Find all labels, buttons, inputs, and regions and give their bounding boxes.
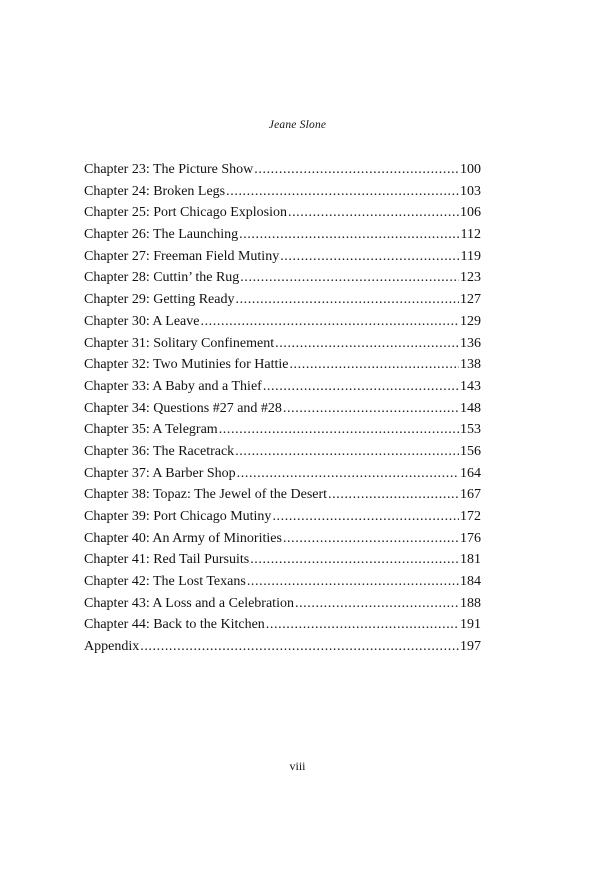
toc-dot-leader — [280, 246, 459, 268]
toc-entry — [84, 463, 481, 485]
toc-entry-page-number: 164 — [460, 465, 481, 481]
toc-entry-title: Chapter 35: A Telegram — [84, 422, 218, 438]
toc-entry-page-number: 176 — [460, 530, 481, 546]
toc-entry — [84, 311, 481, 333]
toc-entry — [84, 246, 481, 268]
toc-dot-leader — [295, 593, 459, 615]
toc-entry — [84, 376, 481, 398]
toc-dot-leader — [272, 506, 459, 528]
running-head-author: Jeane Slone — [268, 119, 327, 131]
toc-entry — [84, 398, 481, 420]
toc-entry-page-number: 172 — [460, 509, 481, 524]
toc-entry — [84, 224, 481, 246]
toc-entry — [84, 636, 481, 658]
toc-dot-leader — [226, 181, 459, 203]
toc-entry-title: Chapter 39: Port Chicago Mutiny — [84, 509, 272, 524]
toc-entry-title: Chapter 29: Getting Ready — [84, 292, 235, 308]
toc-entry-title: Chapter 37: A Barber Shop — [84, 465, 236, 481]
toc-entry-page-number: 184 — [460, 574, 481, 590]
toc-dot-leader — [250, 549, 459, 571]
toc-entry — [84, 267, 481, 289]
toc-dot-leader — [289, 354, 459, 376]
toc-entry-page-number: 119 — [460, 248, 481, 264]
toc-entry-page-number: 100 — [460, 162, 481, 177]
toc-dot-leader — [240, 267, 459, 289]
toc-entry — [84, 181, 481, 203]
toc-entry-page-number: 156 — [460, 443, 481, 459]
toc-entry-title: Chapter 44: Back to the Kitchen — [84, 617, 265, 633]
toc-entry-page-number: 123 — [460, 270, 481, 286]
toc-entry-page-number: 191 — [460, 617, 481, 633]
toc-entry — [84, 202, 481, 224]
toc-entry — [84, 484, 481, 506]
table-of-contents — [84, 159, 481, 658]
toc-dot-leader — [283, 528, 459, 550]
toc-entry-page-number: 188 — [460, 595, 481, 611]
toc-entry-page-number: 103 — [460, 183, 481, 199]
toc-dot-leader — [266, 614, 459, 636]
toc-dot-leader — [200, 311, 459, 333]
toc-entry-page-number: 153 — [460, 422, 481, 438]
toc-dot-leader — [219, 419, 459, 441]
toc-entry — [84, 333, 481, 355]
toc-entry — [84, 441, 481, 463]
toc-entry — [84, 159, 481, 181]
toc-entry-title: Chapter 26: The Launching — [84, 227, 239, 243]
toc-entry-title: Chapter 36: The Racetrack — [84, 443, 235, 459]
toc-entry-title: Chapter 24: Broken Legs — [84, 183, 226, 199]
toc-entry — [84, 593, 481, 615]
toc-dot-leader — [237, 463, 459, 485]
toc-entry-title: Chapter 23: The Picture Show — [84, 162, 254, 177]
toc-entry-title: Chapter 43: A Loss and a Celebration — [84, 595, 294, 611]
toc-entry-title: Chapter 38: Topaz: The Jewel of the Desert — [84, 487, 328, 503]
toc-dot-leader — [235, 441, 459, 463]
toc-entry — [84, 419, 481, 441]
toc-dot-leader — [328, 484, 459, 506]
toc-entry-page-number: 136 — [460, 335, 481, 351]
toc-entry-page-number: 106 — [460, 205, 481, 221]
toc-dot-leader — [239, 224, 459, 246]
toc-entry-title: Chapter 33: A Baby and a Thief — [84, 378, 262, 394]
toc-entry — [84, 506, 481, 528]
toc-dot-leader — [283, 398, 459, 420]
toc-entry — [84, 549, 481, 571]
toc-entry-title: Chapter 31: Solitary Confinement — [84, 335, 275, 351]
toc-entry — [84, 354, 481, 376]
toc-entry-title: Chapter 28: Cuttin’ the Rug — [84, 270, 240, 286]
toc-entry-title: Chapter 27: Freeman Field Mutiny — [84, 248, 280, 264]
toc-dot-leader — [288, 202, 459, 224]
toc-entry — [84, 614, 481, 636]
toc-dot-leader — [254, 159, 459, 181]
toc-entry-title: Chapter 42: The Lost Texans — [84, 574, 246, 590]
toc-entry-title: Chapter 25: Port Chicago Explosion — [84, 205, 287, 221]
toc-dot-leader — [247, 571, 459, 593]
toc-entry-page-number: 167 — [460, 487, 481, 503]
toc-entry-page-number: 138 — [460, 357, 481, 373]
toc-entry-page-number: 127 — [460, 292, 481, 308]
toc-entry-page-number: 181 — [460, 552, 481, 568]
toc-entry — [84, 528, 481, 550]
toc-entry-title: Chapter 30: A Leave — [84, 313, 200, 329]
page-number: viii — [289, 759, 306, 773]
toc-entry-page-number: 129 — [460, 313, 481, 329]
toc-entry-page-number: 143 — [460, 378, 481, 394]
toc-entry-page-number: 148 — [460, 400, 481, 416]
toc-entry-page-number: 112 — [460, 227, 481, 243]
toc-dot-leader — [275, 333, 459, 355]
toc-entry-page-number: 197 — [460, 639, 481, 655]
toc-dot-leader — [263, 376, 459, 398]
toc-entry-title: Chapter 40: An Army of Minorities — [84, 530, 282, 546]
toc-entry-title: Chapter 41: Red Tail Pursuits — [84, 552, 250, 568]
toc-entry-title: Chapter 32: Two Mutinies for Hattie — [84, 357, 289, 373]
toc-entry — [84, 289, 481, 311]
toc-dot-leader — [140, 636, 459, 658]
toc-dot-leader — [235, 289, 459, 311]
toc-entry — [84, 571, 481, 593]
toc-entry-title: Chapter 34: Questions #27 and #28 — [84, 400, 282, 416]
toc-entry-title: Appendix — [84, 639, 140, 655]
